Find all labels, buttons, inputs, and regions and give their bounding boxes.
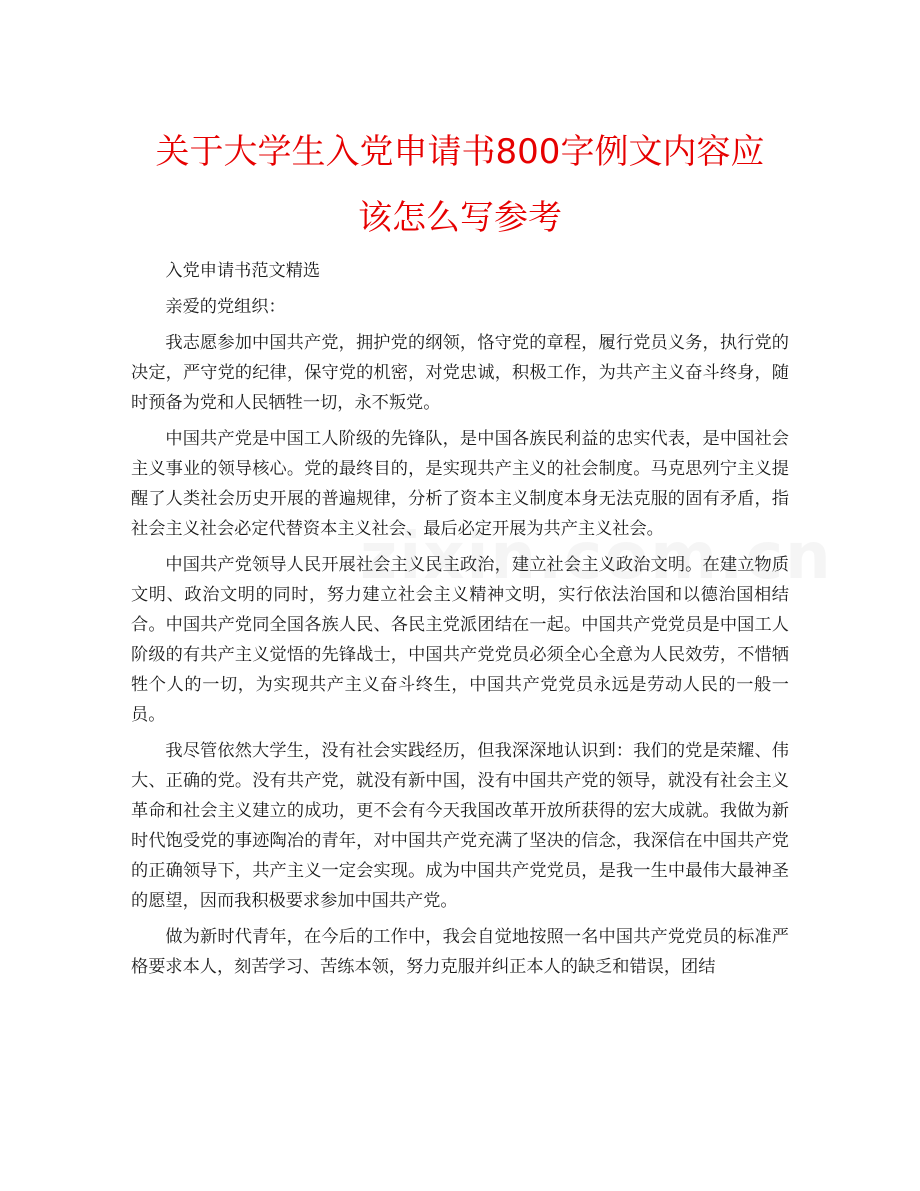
paragraph: 做为新时代青年，在今后的工作中，我会自觉地按照一名中国共产党党员的标准严格要求本人，刻苦学习、苦练本领，努力克服并纠正本人的缺乏和错误，团结: [131, 927, 789, 977]
document-title-line-1: 关于大学生入党申请书800字例文内容应: [155, 132, 765, 172]
paragraph: 我志愿参加中国共产党，拥护党的纲领，恪守党的章程，履行党员义务，执行党的决定，严守党的纪律，保守党的机密，对党忠诚，积极工作，为共产主义奋斗终身，随时预备为党和人民牺牲一切，永不叛党。: [131, 333, 789, 413]
paragraph: 我尽管依然大学生，没有社会实践经历，但我深深地认识到：我们的党是荣耀、伟大、正确的党。没有共产党，就没有新中国，没有中国共产党的领导，就没有社会主义革命和社会主义建立的成功，更不会有今天我国改革开放所获得的宏大成就。我做为新时代饱受党的事迹陶冶的青年，对中国共产党充满了坚决的信念，我深信在中国共产党的正确领导下，共产主义一定会实现。成为中国共产党党员，是我一生中最伟大最神圣的愿望，因而我积极要求参加中国共产党。: [131, 741, 789, 911]
document-heading: 入党申请书范文精选: [165, 261, 321, 281]
document-title-line-2: 该怎么写参考: [358, 198, 562, 238]
document-body: [131, 256, 789, 982]
paragraph: 中国共产党领导人民开展社会主义民主政治，建立社会主义政治文明。在建立物质文明、政治文明的同时，努力建立社会主义精神文明，实行依法治国和以德治国相结合。中国共产党同全国各族人民、各民主党派团结在一起。中国共产党党员是中国工人阶级的有共产主义觉悟的先锋战士，中国共产党党员必须全心全意为人民效劳，不惜牺牲个人的一切，为实现共产主义奋斗终生，中国共产党党员永远是劳动人民的一般一员。: [131, 555, 789, 725]
salutation: 亲爱的党组织：: [165, 297, 286, 317]
paragraph: 中国共产党是中国工人阶级的先锋队，是中国各族民利益的忠实代表，是中国社会主义事业的领导核心。党的最终目的，是实现共产主义的社会制度。马克思列宁主义提醒了人类社会历史开展的普遍规律，分析了资本主义制度本身无法克服的固有矛盾，指社会主义社会必定代替资本主义社会、最后必定开展为共产主义社会。: [131, 429, 789, 539]
